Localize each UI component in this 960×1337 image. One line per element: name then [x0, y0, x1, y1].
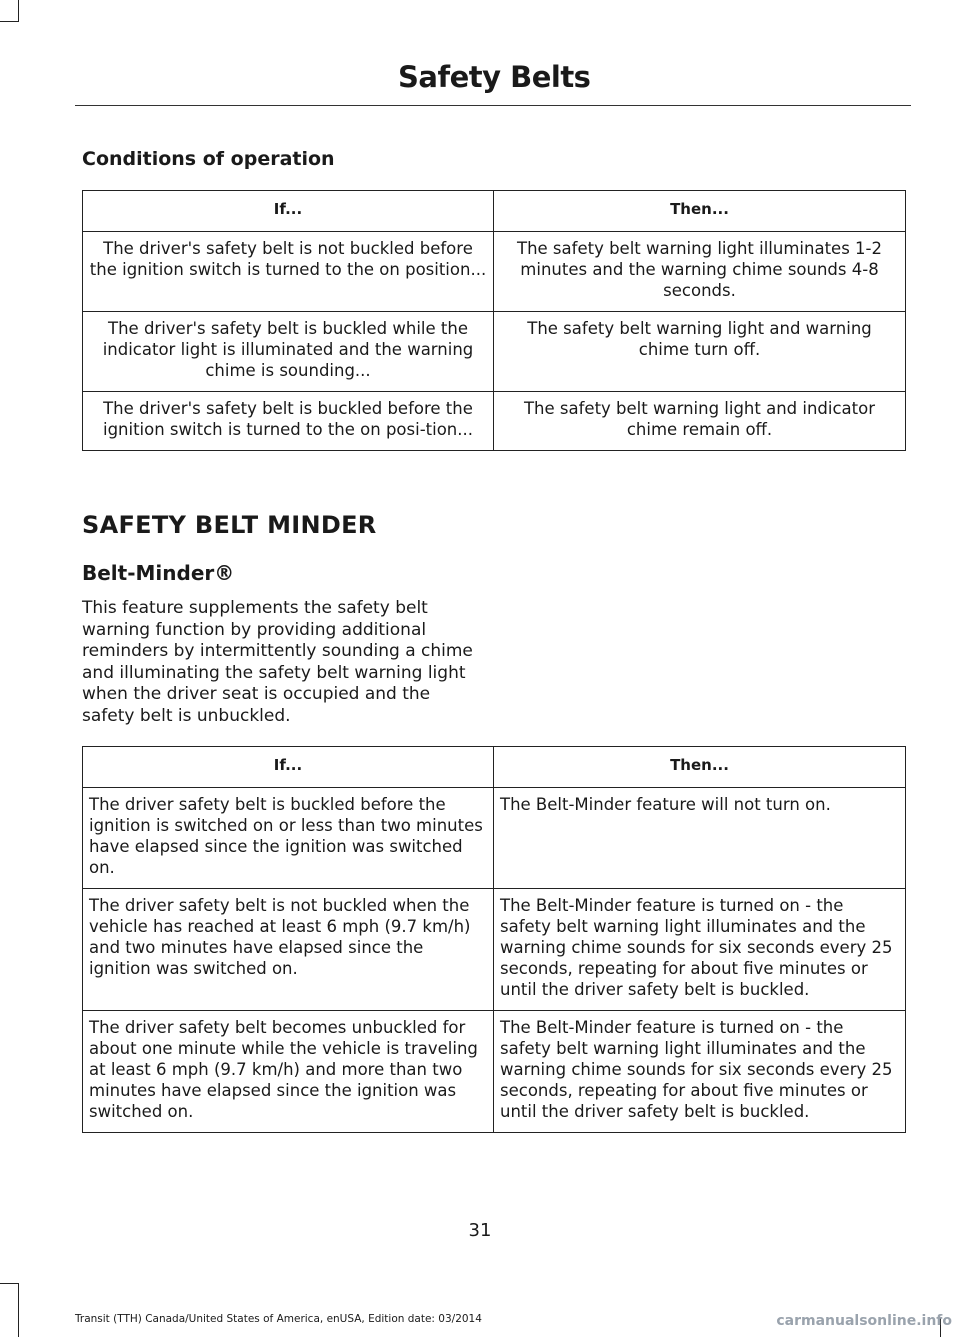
table-row [83, 392, 906, 451]
cell-then: The Belt-Minder feature is turned on - the safety belt warning light illuminates and the warning chime sounds for six seconds every 25 seconds, repeating for about five minutes or until the driver safety belt is buckled. [494, 1011, 906, 1133]
crop-mark [0, 21, 18, 22]
column-header-if: If... [83, 191, 494, 232]
page-number: 31 [468, 1220, 492, 1241]
crop-mark [18, 1283, 19, 1337]
table-row [83, 312, 906, 392]
watermark-link[interactable]: carmanualsonline.info [776, 1313, 952, 1329]
section-title: SAFETY BELT MINDER [82, 511, 377, 539]
table-header-row [83, 191, 906, 232]
cell-if: The driver safety belt becomes unbuckled for about one minute while the vehicle is traveling at least 6 mph (9.7 km/h) and more than two minutes have elapsed since the ignition was switched on. [83, 1011, 494, 1133]
cell-then: The safety belt warning light illuminates 1-2 minutes and the warning chime sounds 4-8 seconds. [494, 232, 906, 312]
table-row [83, 788, 906, 889]
column-header-then: Then... [494, 747, 906, 788]
cell-then: The Belt-Minder feature will not turn on. [494, 788, 906, 889]
column-header-if: If... [83, 747, 494, 788]
cell-if: The driver's safety belt is buckled while the indicator light is illuminated and the warning chime is sounding... [83, 312, 494, 392]
body-paragraph: This feature supplements the safety belt warning function by providing additional reminders by intermittently sounding a chime and illuminating the safety belt warning light when the driver seat is occupied and the safety belt is unbuckled. [82, 598, 473, 726]
cell-if: The driver safety belt is buckled before the ignition is switched on or less than two minutes have elapsed since the ignition was switched on. [83, 788, 494, 889]
subsection-title: Belt-Minder® [82, 561, 235, 585]
table-header-row [83, 747, 906, 788]
crop-mark [18, 0, 19, 22]
header-divider [75, 105, 911, 106]
conditions-table [82, 190, 906, 451]
column-header-then: Then... [494, 191, 906, 232]
crop-mark [0, 1283, 18, 1284]
edition-footer: Transit (TTH) Canada/United States of America, enUSA, Edition date: 03/2014 [75, 1313, 482, 1325]
cell-if: The driver safety belt is not buckled when the vehicle has reached at least 6 mph (9.7 km/h) and two minutes have elapsed since the ignition was switched on. [83, 889, 494, 1011]
cell-if: The driver's safety belt is buckled before the ignition switch is turned to the on posi-tion... [83, 392, 494, 451]
table-row [83, 232, 906, 312]
cell-then: The safety belt warning light and warning chime turn off. [494, 312, 906, 392]
table-row [83, 889, 906, 1011]
cell-if: The driver's safety belt is not buckled before the ignition switch is turned to the on position... [83, 232, 494, 312]
conditions-heading: Conditions of operation [82, 148, 335, 170]
table-row [83, 1011, 906, 1133]
belt-minder-table [82, 746, 906, 1133]
cell-then: The Belt-Minder feature is turned on - the safety belt warning light illuminates and the warning chime sounds for six seconds every 25 seconds, repeating for about five minutes or until the driver safety belt is buckled. [494, 889, 906, 1011]
page-header-title: Safety Belts [398, 60, 591, 94]
cell-then: The safety belt warning light and indicator chime remain off. [494, 392, 906, 451]
